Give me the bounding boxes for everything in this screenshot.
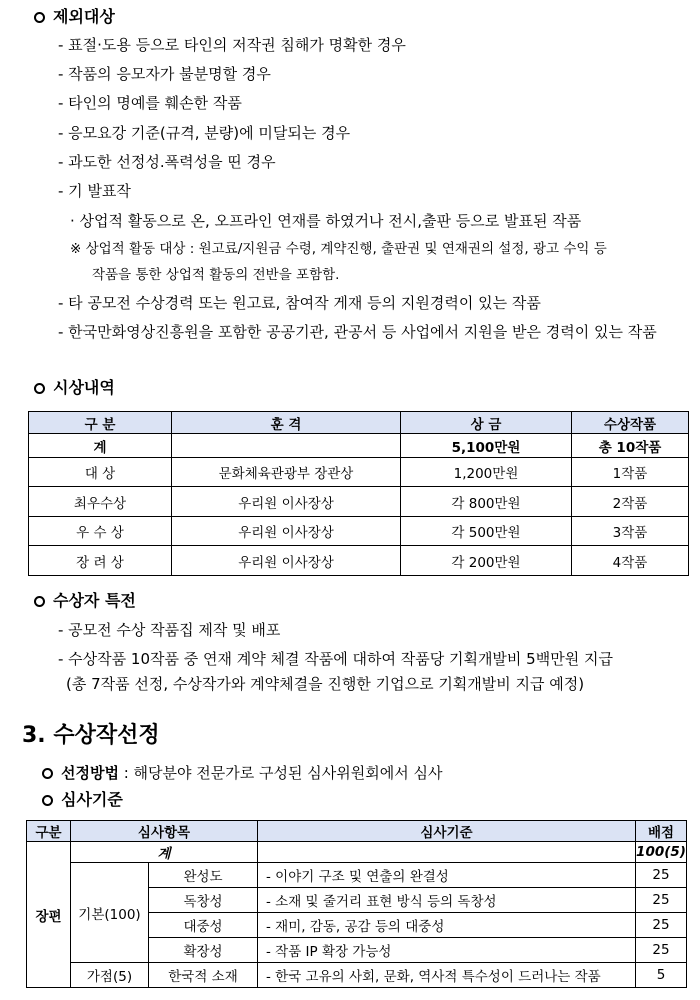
exclusion-sub-item: · 상업적 활동으로 온, 오프라인 연재를 하였거나 전시,출판 등으로 발표된 작품 bbox=[70, 212, 582, 230]
criteria-score: 25 bbox=[636, 913, 687, 938]
selection-method-text: : 해당분야 전문가로 구성된 심사위원회에서 심사 bbox=[118, 764, 443, 782]
awards-table bbox=[28, 411, 689, 576]
award-money: 각 200만원 bbox=[401, 546, 572, 576]
table-row bbox=[27, 963, 687, 988]
criteria-item: 완성도 bbox=[149, 863, 258, 888]
exclusion-heading: 제외대상 bbox=[34, 6, 115, 28]
awards-header-row bbox=[29, 412, 689, 434]
table-row bbox=[29, 458, 689, 487]
criteria-item: 대중성 bbox=[149, 913, 258, 938]
award-prize: 우리원 이사장상 bbox=[172, 517, 401, 546]
award-count: 1작품 bbox=[572, 458, 689, 487]
circle-bullet-icon bbox=[34, 383, 45, 394]
award-category: 대 상 bbox=[29, 458, 172, 487]
selection-method-label: 선정방법 bbox=[61, 764, 119, 782]
criteria-heading: 심사기준 bbox=[42, 789, 123, 811]
benefits-heading: 수상자 특전 bbox=[34, 590, 136, 612]
benefit-item-cont: (총 7작품 선정, 수상작가와 계약체결을 진행한 기업으로 기획개발비 지급 예정) bbox=[66, 675, 585, 693]
exclusion-item: - 타 공모전 수상경력 또는 원고료, 참여작 게재 등의 지원경력이 있는 작품 bbox=[58, 294, 541, 312]
benefit-item: - 공모전 수상 작품집 제작 및 배포 bbox=[58, 621, 281, 639]
award-prize: 우리원 이사장상 bbox=[172, 546, 401, 576]
criteria-criterion: - 소재 및 줄거리 표현 방식 등의 독창성 bbox=[258, 888, 636, 913]
criteria-header-criterion: 심사기준 bbox=[258, 821, 636, 842]
criteria-criterion: - 작품 IP 확장 가능성 bbox=[258, 938, 636, 963]
criteria-criterion: - 이야기 구조 및 연출의 완결성 bbox=[258, 863, 636, 888]
exclusion-note-cont: 작품을 통한 상업적 활동의 전반을 포함함. bbox=[92, 267, 340, 283]
criteria-header-score: 배점 bbox=[636, 821, 687, 842]
criteria-bonus-group: 가점(5) bbox=[71, 963, 149, 988]
table-row bbox=[27, 863, 687, 888]
award-prize: 문화체육관광부 장관상 bbox=[172, 458, 401, 487]
criteria-criterion: - 한국 고유의 사회, 문화, 역사적 특수성이 드러나는 작품 bbox=[258, 963, 636, 988]
exclusion-item: - 표절·도용 등으로 타인의 저작권 침해가 명확한 경우 bbox=[58, 36, 406, 54]
criteria-score: 5 bbox=[636, 963, 687, 988]
awards-header-prize: 훈 격 bbox=[172, 412, 401, 434]
exclusion-item: - 타인의 명예를 훼손한 작품 bbox=[58, 94, 242, 112]
circle-bullet-icon bbox=[42, 795, 53, 806]
criteria-total-row bbox=[27, 842, 687, 863]
award-category: 장 려 상 bbox=[29, 546, 172, 576]
criteria-category: 장편 bbox=[27, 842, 71, 988]
exclusion-item: - 작품의 응모자가 불분명할 경우 bbox=[58, 65, 271, 83]
awards-total-label: 계 bbox=[29, 434, 172, 458]
award-count: 2작품 bbox=[572, 487, 689, 517]
criteria-item: 확장성 bbox=[149, 938, 258, 963]
awards-header-money: 상 금 bbox=[401, 412, 572, 434]
award-category: 최우수상 bbox=[29, 487, 172, 517]
section-title: 3. 수상작선정 bbox=[22, 723, 160, 748]
criteria-header-item: 심사항목 bbox=[71, 821, 258, 842]
award-money: 1,200만원 bbox=[401, 458, 572, 487]
table-row bbox=[29, 517, 689, 546]
award-count: 4작품 bbox=[572, 546, 689, 576]
award-money: 각 500만원 bbox=[401, 517, 572, 546]
criteria-item: 독창성 bbox=[149, 888, 258, 913]
award-prize: 우리원 이사장상 bbox=[172, 487, 401, 517]
criteria-total-score: 100(5) bbox=[636, 842, 687, 863]
award-money: 각 800만원 bbox=[401, 487, 572, 517]
awards-total-row bbox=[29, 434, 689, 458]
exclusion-item: - 기 발표작 bbox=[58, 182, 131, 200]
exclusion-item: - 한국만화영상진흥원을 포함한 공공기관, 관공서 등 사업에서 지원을 받은 경력이 있는 작품 bbox=[58, 323, 657, 341]
criteria-basic-group: 기본(100) bbox=[71, 863, 149, 963]
circle-bullet-icon bbox=[42, 768, 53, 779]
awards-header-count: 수상작품 bbox=[572, 412, 689, 434]
awards-total-count: 총 10작품 bbox=[572, 434, 689, 458]
awards-total-prize bbox=[172, 434, 401, 458]
awards-total-money: 5,100만원 bbox=[401, 434, 572, 458]
exclusion-note: ※ 상업적 활동 대상 : 원고료/지원금 수령, 계약진행, 출판권 및 연재권의 설정, 광고 수익 등 bbox=[70, 241, 607, 257]
awards-heading: 시상내역 bbox=[34, 377, 115, 399]
criteria-score: 25 bbox=[636, 863, 687, 888]
table-row bbox=[29, 487, 689, 517]
criteria-header-category: 구분 bbox=[27, 821, 71, 842]
circle-bullet-icon bbox=[34, 12, 45, 23]
benefit-item: - 수상작품 10작품 중 연재 계약 체결 작품에 대하여 작품당 기획개발비 5백만원 지급 bbox=[58, 650, 613, 668]
exclusion-item: - 응모요강 기준(규격, 분량)에 미달되는 경우 bbox=[58, 124, 351, 142]
criteria-criterion: - 재미, 감동, 공감 등의 대중성 bbox=[258, 913, 636, 938]
circle-bullet-icon bbox=[34, 596, 45, 607]
criteria-table bbox=[26, 820, 687, 988]
criteria-score: 25 bbox=[636, 938, 687, 963]
award-count: 3작품 bbox=[572, 517, 689, 546]
selection-method bbox=[42, 763, 442, 783]
award-category: 우 수 상 bbox=[29, 517, 172, 546]
awards-header-category: 구 분 bbox=[29, 412, 172, 434]
exclusion-item: - 과도한 선정성.폭력성을 띤 경우 bbox=[58, 153, 276, 171]
criteria-item: 한국적 소재 bbox=[149, 963, 258, 988]
criteria-score: 25 bbox=[636, 888, 687, 913]
criteria-total-empty bbox=[258, 842, 636, 863]
criteria-total-label: 계 bbox=[71, 842, 258, 863]
criteria-header-row bbox=[27, 821, 687, 842]
table-row bbox=[29, 546, 689, 576]
